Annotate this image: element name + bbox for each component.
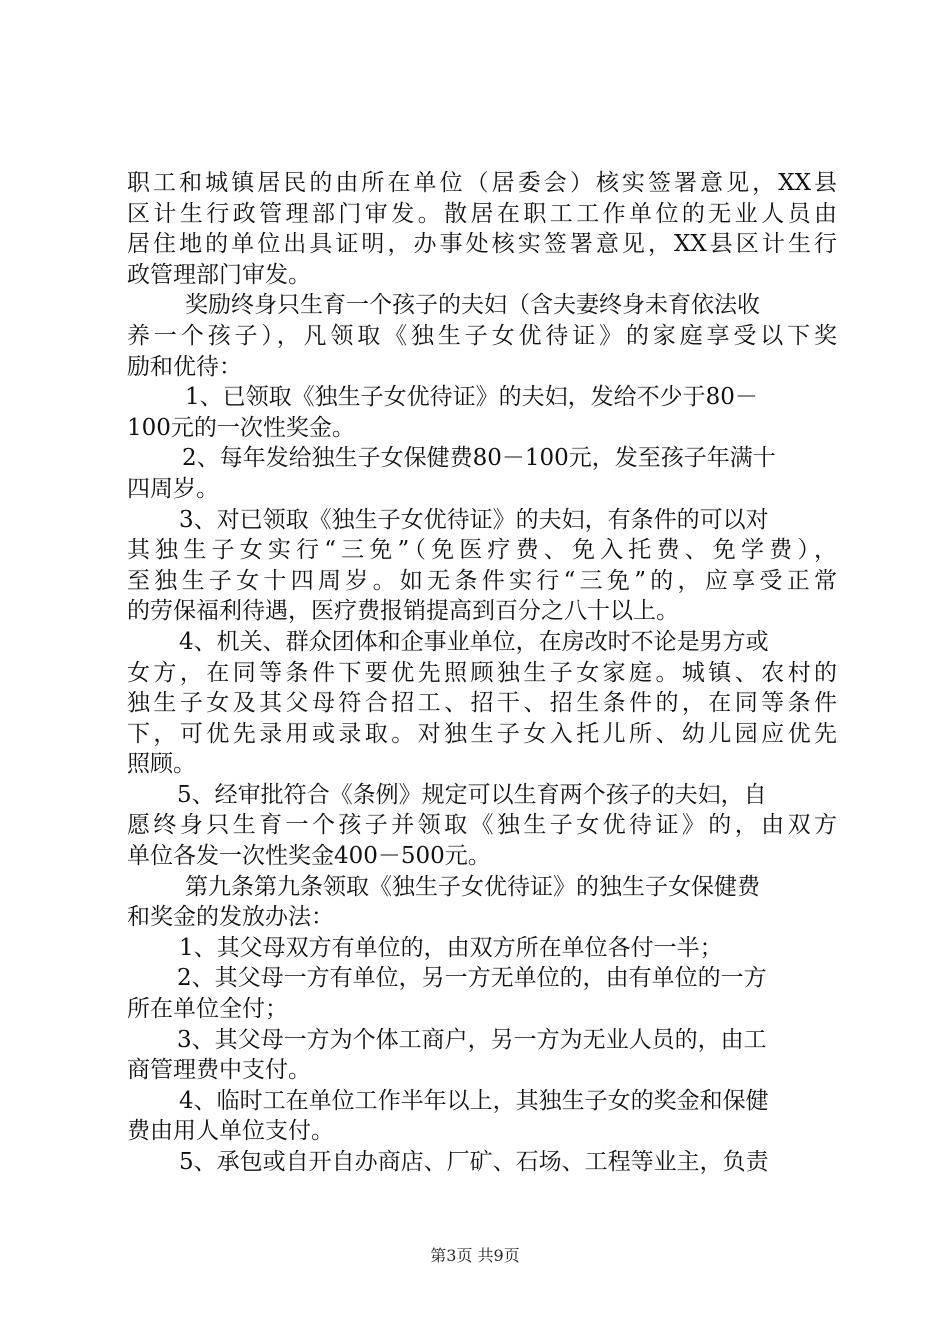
text-line: 5、承包或自开自办商店、厂矿、石场、工程等业主，负责 <box>179 1149 769 1175</box>
text-line: 职工和城镇居民的由所在单位（居委会）核实签署意见，XX县 <box>127 170 837 196</box>
text-line: 单位各发一次性奖金400－500元。 <box>127 843 491 870</box>
text-line: 和奖金的发放办法： <box>127 904 334 931</box>
text-line: 商管理费中支付。 <box>127 1057 311 1084</box>
text-line: 所在单位全付； <box>127 996 288 1023</box>
text-line: 的劳保福利待遇，医疗费报销提高到百分之八十以上。 <box>127 598 679 625</box>
text-line: 照顾。 <box>127 751 196 778</box>
text-line: 政管理部门审发。 <box>127 261 311 288</box>
text-line: 3、其父母一方为个体工商户，另一方为无业人员的，由工 <box>177 1026 767 1053</box>
text-line: 独生子女及其父母符合招工、招干、招生条件的，在同等条件 <box>127 690 837 717</box>
text-line: 励和优待： <box>127 353 242 380</box>
text-line: 奖励终身只生育一个孩子的夫妇（含夫妻终身未育依法收 <box>185 292 760 319</box>
text-line: 2、其父母一方有单位，另一方无单位的，由有单位的一方 <box>177 965 767 992</box>
text-line: 区计生行政管理部门审发。散居在职工工作单位的无业人员由 <box>127 200 837 227</box>
text-line: 100元的一次性奖金。 <box>127 414 355 441</box>
text-line: 5、经审批符合《条例》规定可以生育两个孩子的夫妇，自 <box>177 781 767 808</box>
text-line: 1、其父母双方有单位的，由双方所在单位各付一半； <box>179 934 723 961</box>
text-line: 居住地的单位出具证明，办事处核实签署意见，XX县区计生行 <box>127 231 837 258</box>
text-line: 费由用人单位支付。 <box>127 1118 334 1145</box>
text-line: 至独生子女十四周岁。如无条件实行“三免”的，应享受正常 <box>127 567 837 594</box>
text-line: 第九条第九条领取《独生子女优待证》的独生子女保健费 <box>185 873 760 900</box>
text-line: 下，可优先录用或录取。对独生子女入托儿所、幼儿园应优先 <box>127 720 837 747</box>
text-line: 3、对已领取《独生子女优待证》的夫妇，有条件的可以对 <box>179 506 769 533</box>
text-line: 2、每年发给独生子女保健费80－100元，发至孩子年满十 <box>182 445 776 472</box>
text-line: 其独生子女实行“三免”（免医疗费、免入托费、免学费）， <box>127 537 837 564</box>
text-line: 四周岁。 <box>127 475 219 502</box>
text-line: 1、已领取《独生子女优待证》的夫妇，发给不少于80－ <box>185 384 758 411</box>
text-line: 女方，在同等条件下要优先照顾独生子女家庭。城镇、农村的 <box>127 659 837 686</box>
page-number-footer: 第3页 共9页 <box>430 1246 520 1265</box>
text-line: 养一个孩子），凡领取《独生子女优待证》的家庭享受以下奖 <box>127 322 837 349</box>
text-line: 4、临时工在单位工作半年以上，其独生子女的奖金和保健 <box>179 1087 769 1114</box>
text-line: 愿终身只生育一个孩子并领取《独生子女优待证》的，由双方 <box>127 812 837 839</box>
document-body <box>127 168 837 1178</box>
text-line: 4、机关、群众团体和企事业单位，在房改时不论是男方或 <box>179 628 769 655</box>
